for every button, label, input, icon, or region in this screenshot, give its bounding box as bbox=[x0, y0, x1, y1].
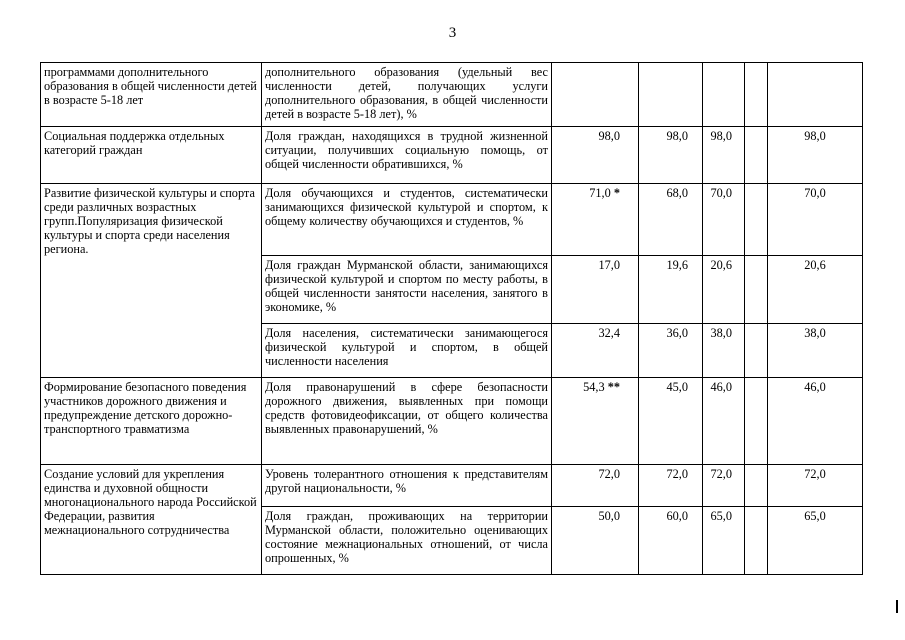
value-cell: 36,0 bbox=[639, 324, 703, 378]
value-cell: 72,0 bbox=[768, 465, 863, 507]
value-cell: 46,0 bbox=[768, 378, 863, 465]
indicator-cell: Доля граждан, проживающих на территории Мурманской области, положительно оценивающих состояние межнациональных отношений, от числа опрошенных, % bbox=[262, 507, 552, 575]
value-cell bbox=[745, 507, 768, 575]
value-cell: 68,0 bbox=[639, 184, 703, 256]
value-cell: 45,0 bbox=[639, 378, 703, 465]
value-cell: 72,0 bbox=[703, 465, 745, 507]
value-cell bbox=[745, 127, 768, 184]
value-cell: 65,0 bbox=[768, 507, 863, 575]
program-cell: Создание условий для укрепления единства и духовной общности многонационального народа Российской Федерации, развития межнационального сотрудничества bbox=[41, 465, 262, 575]
value-cell: 98,0 bbox=[552, 127, 639, 184]
program-cell: Развитие физической культуры и спорта среди различных возрастных групп.Популяризация физической культуры и спорта среди населения региона. bbox=[41, 184, 262, 378]
value-cell bbox=[639, 63, 703, 127]
value-cell: 17,0 bbox=[552, 256, 639, 324]
program-cell: программами дополнительного образования в общей численности детей в возрасте 5-18 лет bbox=[41, 63, 262, 127]
value-cell: 72,0 bbox=[639, 465, 703, 507]
value-cell: 20,6 bbox=[703, 256, 745, 324]
program-cell: Социальная поддержка отдельных категорий граждан bbox=[41, 127, 262, 184]
table-row bbox=[41, 465, 863, 507]
indicator-cell: дополнительного образования (удельный вес численности детей, получающих услуги дополнительного образования, в общей численности детей в возрасте 5-18 лет), % bbox=[262, 63, 552, 127]
value-cell bbox=[745, 465, 768, 507]
indicators-table bbox=[40, 62, 863, 575]
value-cell: 98,0 bbox=[703, 127, 745, 184]
indicator-cell: Уровень толерантного отношения к представителям другой национальности, % bbox=[262, 465, 552, 507]
value-cell: 98,0 bbox=[768, 127, 863, 184]
value-cell bbox=[745, 63, 768, 127]
value-cell: 70,0 bbox=[768, 184, 863, 256]
value-cell: 65,0 bbox=[703, 507, 745, 575]
footnote-mark: ** bbox=[607, 380, 620, 394]
value-cell: 38,0 bbox=[703, 324, 745, 378]
value-cell: 71,0 * bbox=[552, 184, 639, 256]
scan-mark bbox=[896, 600, 898, 613]
indicator-cell: Доля граждан Мурманской области, занимающихся физической культурой и спортом по месту работы, в общей численности занятости населения, занятого в экономике, % bbox=[262, 256, 552, 324]
value-cell: 32,4 bbox=[552, 324, 639, 378]
table-row bbox=[41, 127, 863, 184]
indicator-cell: Доля обучающихся и студентов, систематически занимающихся физической культурой и спортом, к общему количеству обучающихся и студентов, % bbox=[262, 184, 552, 256]
value-cell bbox=[745, 324, 768, 378]
value-cell bbox=[552, 63, 639, 127]
value-cell bbox=[745, 184, 768, 256]
indicator-cell: Доля граждан, находящихся в трудной жизненной ситуации, получивших социальную помощь, от общей численности обратившихся, % bbox=[262, 127, 552, 184]
value-cell: 72,0 bbox=[552, 465, 639, 507]
table-row bbox=[41, 63, 863, 127]
indicator-cell: Доля населения, систематически занимающегося физической культурой и спортом, в общей численности населения bbox=[262, 324, 552, 378]
value-cell: 19,6 bbox=[639, 256, 703, 324]
value-cell bbox=[703, 63, 745, 127]
value-cell: 46,0 bbox=[703, 378, 745, 465]
table-row bbox=[41, 184, 863, 256]
value-cell: 60,0 bbox=[639, 507, 703, 575]
footnote-mark: * bbox=[613, 186, 620, 200]
value-cell: 54,3 ** bbox=[552, 378, 639, 465]
table-row bbox=[41, 378, 863, 465]
page-number: 3 bbox=[448, 25, 457, 41]
value-cell bbox=[745, 378, 768, 465]
indicator-cell: Доля правонарушений в сфере безопасности дорожного движения, выявленных при помощи средств фотовидеофиксации, от общего количества выявленных правонарушений, % bbox=[262, 378, 552, 465]
value-cell: 98,0 bbox=[639, 127, 703, 184]
value-cell: 50,0 bbox=[552, 507, 639, 575]
program-cell: Формирование безопасного поведения участников дорожного движения и предупреждение детского дорожно-транспортного травматизма bbox=[41, 378, 262, 465]
value-cell: 70,0 bbox=[703, 184, 745, 256]
value-cell: 38,0 bbox=[768, 324, 863, 378]
value-cell bbox=[745, 256, 768, 324]
value-cell bbox=[768, 63, 863, 127]
value-cell: 20,6 bbox=[768, 256, 863, 324]
